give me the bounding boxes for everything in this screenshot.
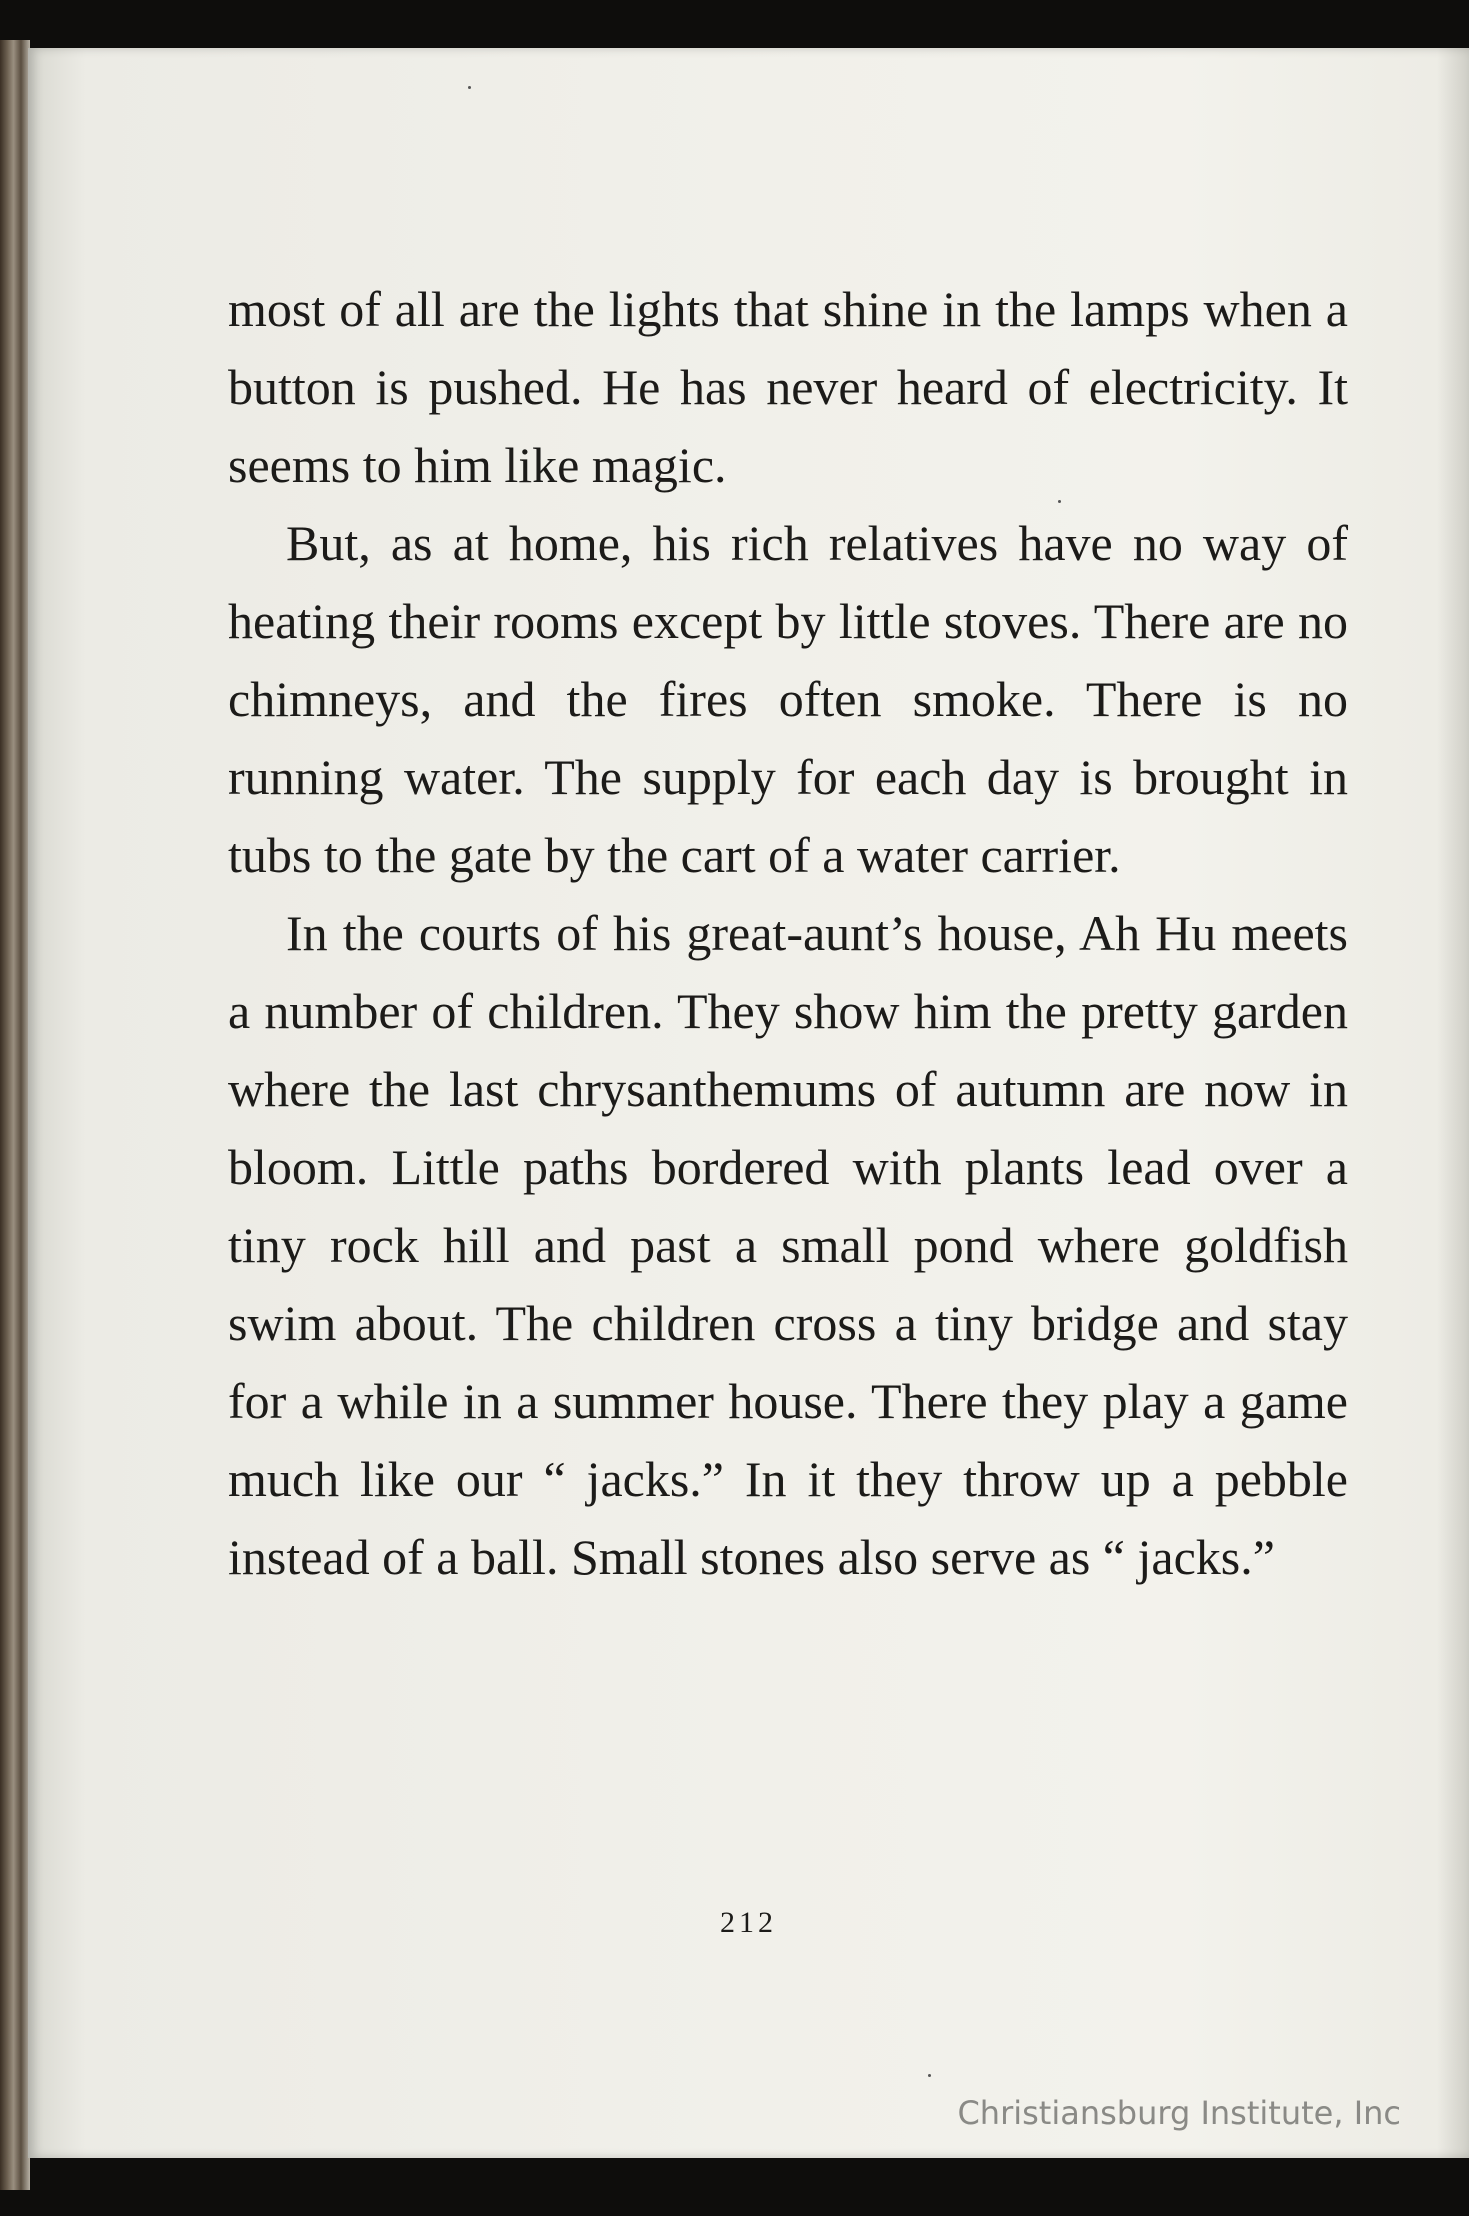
paragraph: In the courts of his great-aunt’s house, Ah Hu meets a number of children. They show him the pretty garden where the last chrysanthemums of autumn are now in bloom. Little paths bordered with plants lead over a tiny rock hill and past a small pond where goldfish swim about. The children cross a tiny bridge and stay for a while in a summer house. There they play a game much like our “ jacks.” In it they throw up a pebble instead of a ball. Small stones also serve as “ jacks.”	[228, 905, 1348, 1585]
page-speck	[468, 86, 471, 89]
book-page	[28, 48, 1469, 2158]
page-speck	[928, 2074, 931, 2077]
page-number: 212	[720, 1906, 777, 1939]
watermark: Christiansburg Institute, Inc	[957, 2094, 1401, 2132]
paragraph: most of all are the lights that shine in the lamps when a button is pushed. He has never heard of electricity. It seems to him like magic.	[228, 281, 1348, 493]
page-shadow	[1437, 48, 1469, 2158]
book-edge	[0, 40, 30, 2190]
paragraph: But, as at home, his rich relatives have no way of heating their rooms except by little stoves. There are no chimneys, and the fires often smoke. There is no running water. The supply for each day is brought in tubs to the gate by the cart of a water carrier.	[228, 515, 1348, 883]
body-text	[228, 270, 1348, 1596]
